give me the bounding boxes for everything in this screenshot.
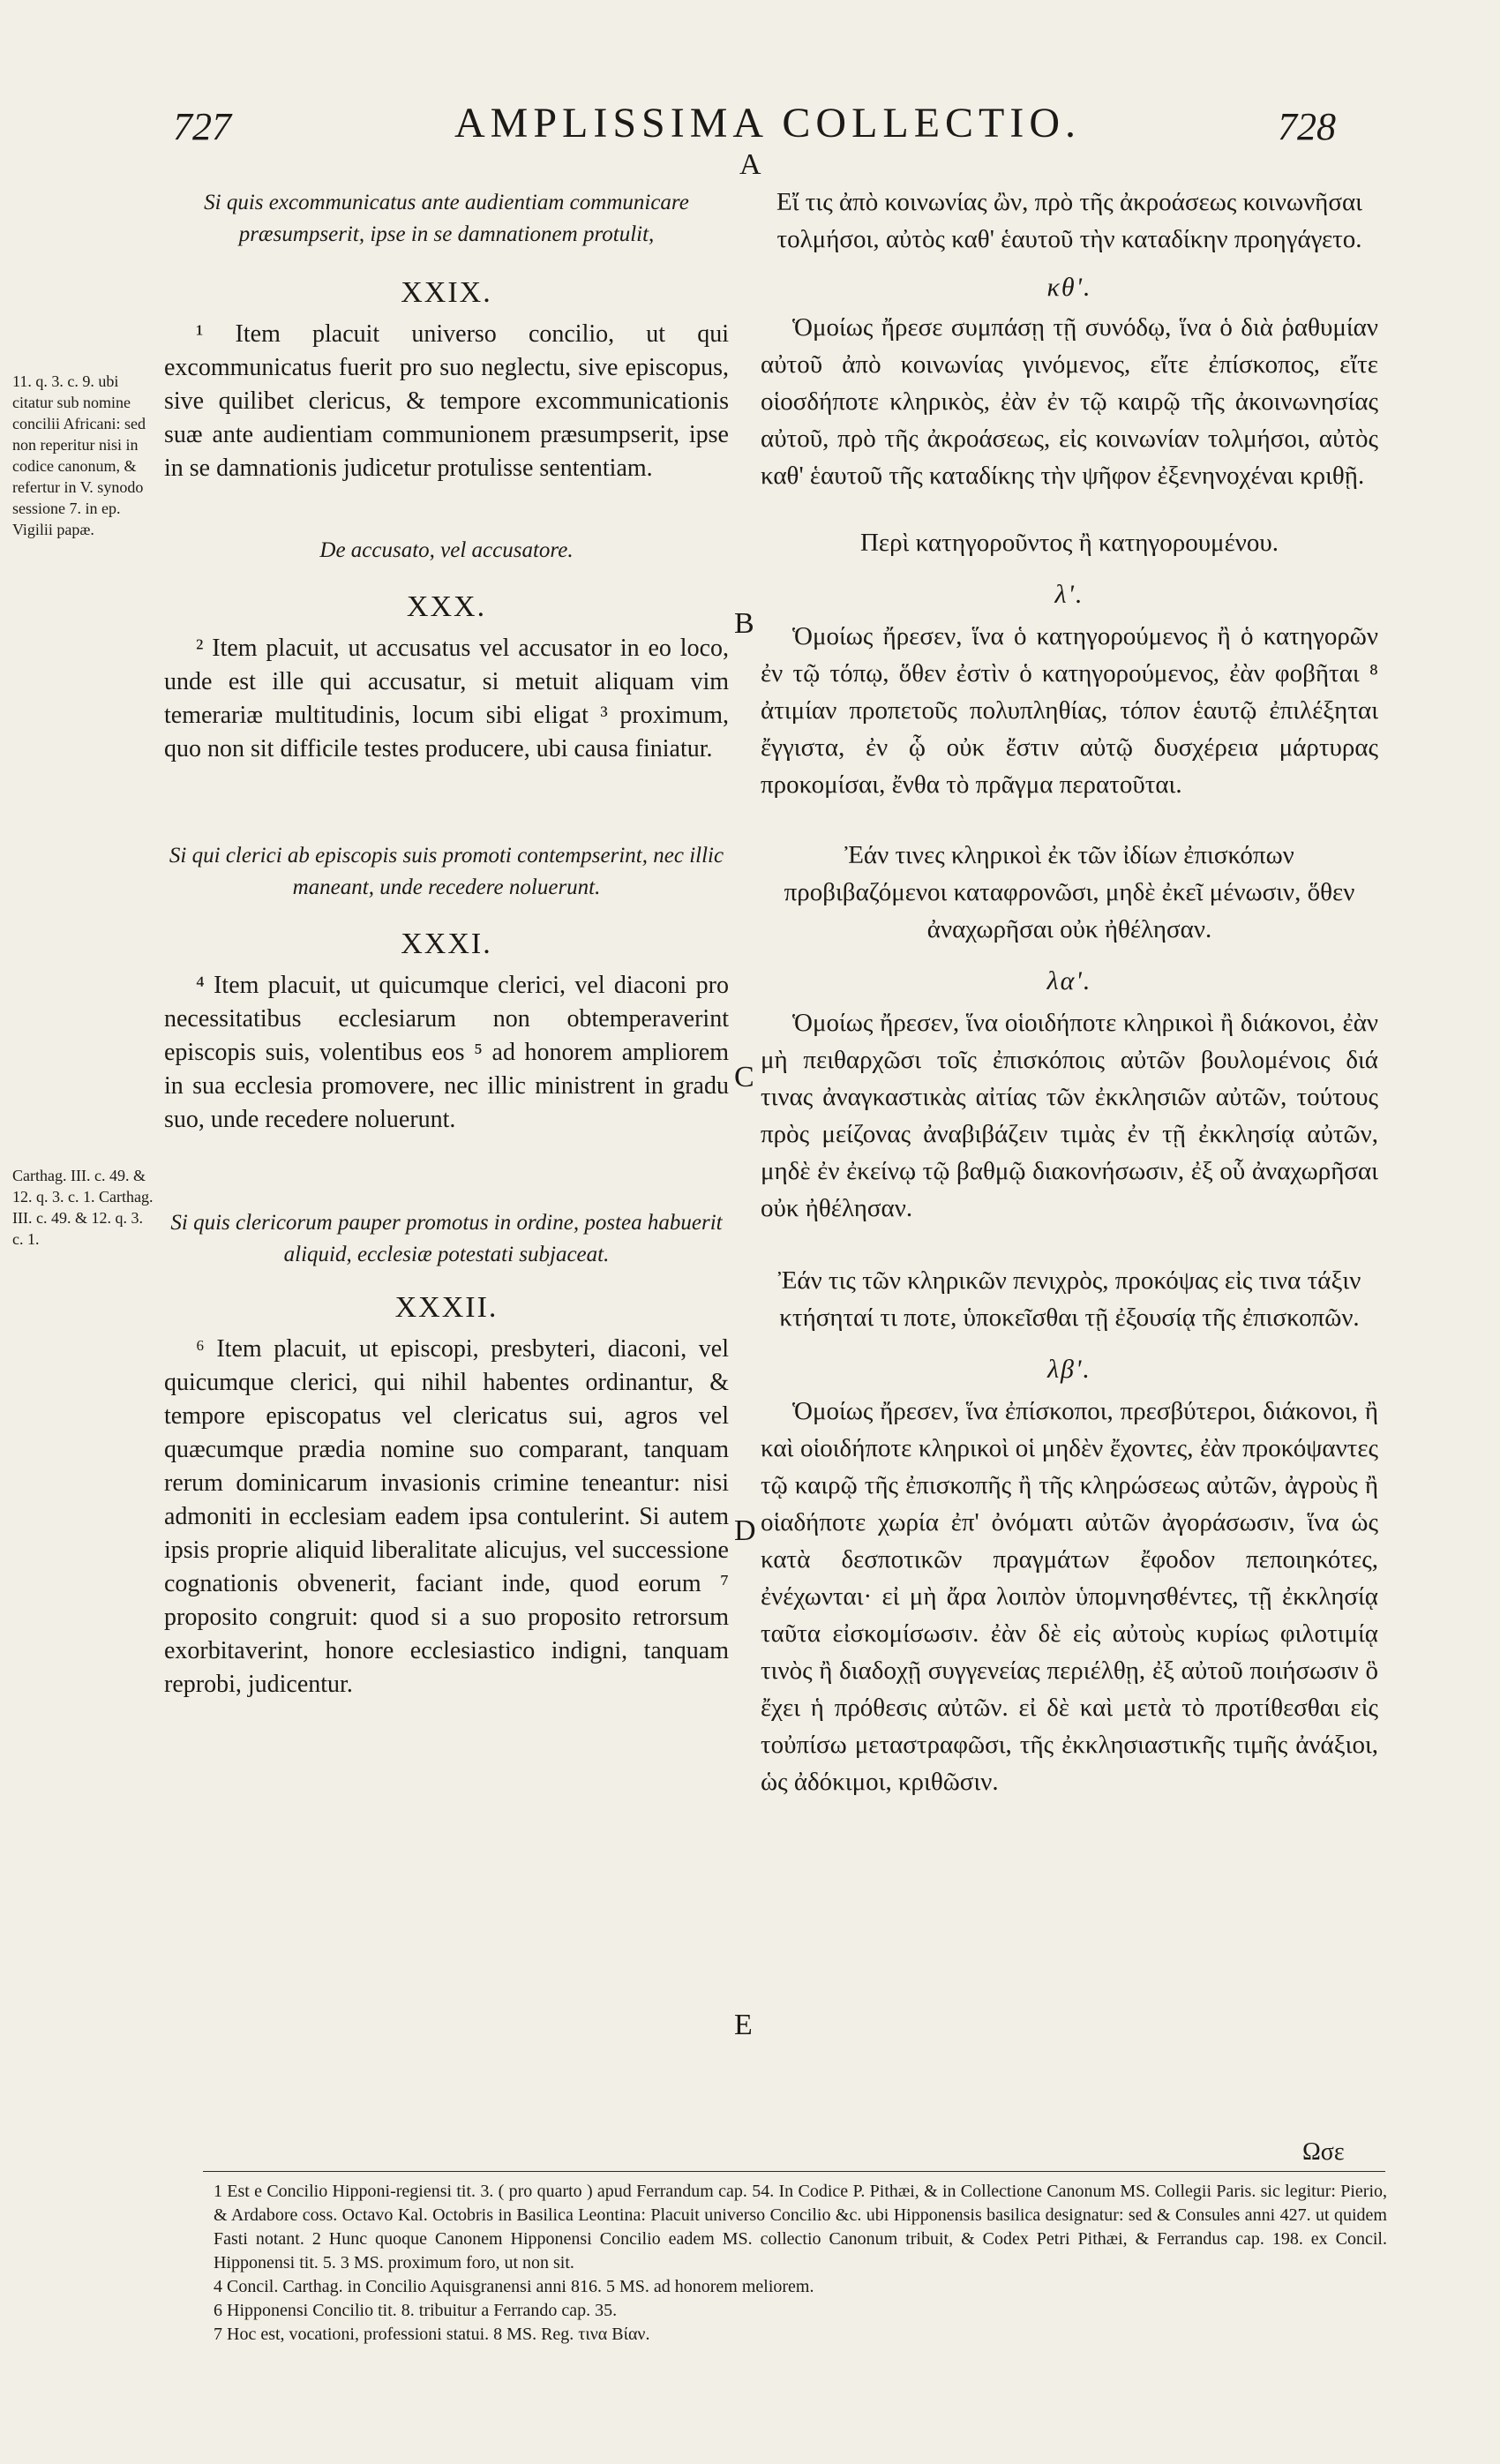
canon-rubric: Si quis clericorum pauper promotus in ordine, postea habuerit aliquid, ecclesiæ potestati subjaceat. [170, 1211, 723, 1266]
canon [164, 840, 729, 1137]
canon [164, 535, 729, 766]
canon-number: XXIX. [401, 276, 492, 309]
canon [761, 524, 1378, 803]
canon [164, 1207, 729, 1702]
canon-number: XXXII. [394, 1291, 499, 1324]
canon [761, 837, 1378, 1227]
footnotes [214, 2180, 1387, 2347]
footnote: 6 Hipponensi Concilio tit. 8. tribuitur a Ferrando cap. 35. [214, 2301, 618, 2320]
footnote-rule [203, 2171, 1385, 2172]
canon-text: ² Item placuit, ut accusatus vel accusator in eo loco, unde est ille qui accusatur, si metuit aliquam vim temerariæ multitudinis, locum sibi eligat ³ proximum, quo non sit difficile testes producere, ubi causa finiatur. [164, 635, 729, 762]
canon-text: Ὁμοίως ἤρεσε συμπάσῃ τῇ συνόδῳ, ἵνα ὁ διὰ ῥαθυμίαν αὐτοῦ ἀπὸ κοινωνίας γινόμενος, εἴτε ἐπίσκοπος, εἴτε οἱοσδήποτε κληρικὸς, ἐὰν ἐν τῷ καιρῷ τῆς ἀκοινωνησίας αὐτοῦ, πρὸ τῆς ἀκροάσεως, εἰς κοινωνίαν τολμήσοι, αὐτὸς καθ' ἑαυτοῦ τῆς καταδίκης τὴν ψῆφον ἐξενηνοχέναι κριθῇ. [761, 313, 1378, 490]
canon-number: XXXI. [401, 928, 492, 960]
canon [761, 184, 1378, 494]
section-letter-d: D [734, 1514, 756, 1547]
greek-column [761, 184, 1378, 1800]
section-letter-e: E [734, 2009, 753, 2041]
footnote: 1 Est e Concilio Hipponi-regiensi tit. 3. ( pro quarto ) apud Ferrandum cap. 54. In Codice P. Pithæi, & in Collectione Canonum MS. Collegii Paris. sic legitur: Pierio, & Ardabore coss. Octavo Kal. Octobris in Basilica Leontina: Placuit universo Concilio &c. ubi Hipponensis basilica designatur: sed & Consules anni 427. ut quidem Fasti notant. 2 Hunc quoque Canonem Hipponensi Concilio eadem MS. collectio Canonum tribuit, & Codex Petri Pithæi, & Ferrandus cap. 198. ex Concil. Hipponensi tit. 5. 3 MS. proximum foro, ut non sit. [214, 2182, 1387, 2272]
canon-text: ¹ Item placuit universo concilio, ut qui excommunicatus fuerit pro suo neglectu, sive episcopus, sive quilibet clericus, & tempore excommunicationis suæ ante audientiam communionem præsumpserit, ipse in se damnationis judicetur protulisse sententiam. [164, 320, 729, 482]
canon-number: κθ'. [1046, 273, 1092, 302]
canon-rubric: Εἴ τις ἀπὸ κοινωνίας ὢν, πρὸ τῆς ἀκροάσεως κοινωνῆσαι τολμήσοι, αὐτὸς καθ' ἑαυτοῦ τὴν καταδίκην προηγάγετο. [776, 188, 1362, 253]
canon-number: λα'. [1046, 966, 1092, 995]
running-head: AMPLISSIMA COLLECTIO. [454, 100, 1082, 146]
footnote: 7 Hoc est, vocationi, professioni statui. 8 MS. Reg. τινα Βίαν. [214, 2325, 650, 2344]
canon-rubric: De accusato, vel accusatore. [319, 538, 574, 562]
canon-text: ⁴ Item placuit, ut quicumque clerici, vel diaconi pro necessitatibus ecclesiarum non obtemperaverint episcopis suis, volentibus eos ⁵ ad honorem ampliorem in sua ecclesia promovere, nec illic ministrent in gradu suo, unde recedere noluerunt. [164, 972, 729, 1133]
canon-text: Ὁμοίως ἤρεσεν, ἵνα ἐπίσκοποι, πρεσβύτεροι, διάκονοι, ἢ καὶ οἱοιδήποτε κληρικοὶ οἱ μηδὲν ἔχοντες, ἐὰν προκόψαντες τῷ καιρῷ τῆς ἐπισκοπῆς ἢ τῆς κληρώσεως αὐτῶν, ἀγροὺς ἢ οἱαδήποτε χωρία ἐπ' ὀνόματι αὐτῶν ἀγοράσωσιν, ἵνα ὡς κατὰ δεσποτικῶν πραγμάτων ἔφοδον πεποιηκότες, ἐνέχωνται· εἰ μὴ ἄρα λοιπὸν ὑπομνησθέντες, τῇ ἐκκλησίᾳ ταῦτα εἰσκομίσωσιν. ἐὰν δὲ εἰς αὐτοὺς κυρίως φιλοτιμίᾳ τινὸς ἢ διαδοχῇ συγγενείας περιέλθῃ, ἐξ αὐτοῦ ποιήσωσιν ὃ ἔχει ἡ πρόθεσις αὐτῶν. εἰ δὲ καὶ μετὰ τὸ προτίθεσθαι εἰς τοὐπίσω μεταστραφῶσι, τῆς ἐκκλησιαστικῆς τιμῆς ἀνάξιοι, ὡς ἀδόκιμοι, κριθῶσιν. [761, 1397, 1378, 1796]
latin-column [164, 184, 729, 1702]
margin-note: 11. q. 3. c. 9. ubi citatur sub nomine concilii Africani: sed non reperitur nisi in codice canonum, & refertur in V. synodo sessione 7. in ep. Vigilii papæ. [12, 372, 146, 538]
canon-number: λ'. [1054, 580, 1084, 609]
canon [164, 187, 729, 485]
section-letter-c: C [734, 1061, 754, 1093]
canon-rubric: Περὶ κατηγοροῦντος ἢ κατηγορουμένου. [859, 529, 1279, 557]
canon-number: XXX. [406, 590, 487, 623]
canon-rubric: Ἐάν τις τῶν κληρικῶν πενιχρὸς, προκόψας εἰς τινα τάξιν κτήσηταί τι ποτε, ὑποκεῖσθαι τῇ ἐξουσίᾳ τῆς ἐπισκοπῶν. [777, 1266, 1361, 1332]
margin-note: Carthag. III. c. 49. & 12. q. 3. c. 1. Carthag. III. c. 49. & 12. q. 3. c. 1. [12, 1167, 154, 1248]
canon-text: Ὁμοίως ἤρεσεν, ἵνα οἱοιδήποτε κληρικοὶ ἢ διάκονοι, ἐὰν μὴ πειθαρχῶσι τοῖς ἐπισκόποις αὐτῶν βουλομένοις διά τινας ἀναγκαστικὰς αἰτίας τῶν ἐκκλησιῶν αὐτῶν, τούτους πρὸς μείζονας ἀναβιβάζειν τιμὰς ἐν τῇ ἐκκλησίᾳ αὐτῶν, μηδὲ ἐν ἐκείνῳ τῷ βαθμῷ διακονήσωσιν, ἐξ οὗ ἀναχωρῆσαι οὐκ ἠθέλησαν. [761, 1009, 1378, 1222]
page-number-left: 727 [173, 105, 231, 148]
canon-rubric: Si qui clerici ab episcopis suis promoti contempserint, nec illic maneant, unde recedere noluerunt. [169, 844, 724, 899]
canon-rubric: Ἐάν τινες κληρικοὶ ἐκ τῶν ἰδίων ἐπισκόπων προβιβαζόμενοι καταφρονῶσι, μηδὲ ἐκεῖ μένωσιν, ὅθεν ἀναχωρῆσαι οὐκ ἠθέλησαν. [784, 841, 1355, 943]
footnote: 4 Concil. Carthag. in Concilio Aquisgranensi anni 816. 5 MS. ad honorem meliorem. [214, 2277, 814, 2296]
section-letter-a: A [739, 148, 761, 181]
canon-text: Ὁμοίως ἤρεσεν, ἵνα ὁ κατηγορούμενος ἢ ὁ κατηγορῶν ἐν τῷ τόπῳ, ὅθεν ἐστὶν ὁ κατηγορούμενος, ἐὰν φοβῆται ⁸ ἀτιμίαν προπετοῦς πολυπληθίας, τόπον ἑαυτῷ ἐπιλέξηται ἔγγιστα, ἐν ᾧ οὐκ ἔστιν αὐτῷ δυσχέρεια μάρτυρας προκομίσαι, ἔνθα τὸ πρᾶγμα περατοῦται. [761, 622, 1378, 799]
page-number-right: 728 [1278, 105, 1336, 148]
canon [761, 1262, 1378, 1800]
catchword: Ωσε [1302, 2138, 1345, 2166]
section-letter-b: B [734, 607, 754, 640]
canon-rubric: Si quis excommunicatus ante audientiam communicare præsumpserit, ipse in se damnationem protulit, [204, 191, 689, 246]
canon-text: ⁶ Item placuit, ut episcopi, presbyteri, diaconi, vel quicumque clerici, qui nihil habentes ordinantur, & tempore episcopatus vel clericatus sui, agros vel quæcumque prædia nomine suo comparant, tanquam rerum dominicarum invasionis crimine teneantur: nisi admoniti in ecclesiam eadem ipsa contulerint. Si autem ipsis proprie aliquid liberalitate alicujus, vel successione cognationis obvenerit, faciant inde, quod eorum ⁷ proposito congruit: quod si a suo proposito retrorsum exorbitaverint, honore ecclesiastico indigni, tanquam reprobi, judicentur. [164, 1335, 729, 1698]
canon-number: λβ'. [1047, 1355, 1091, 1384]
